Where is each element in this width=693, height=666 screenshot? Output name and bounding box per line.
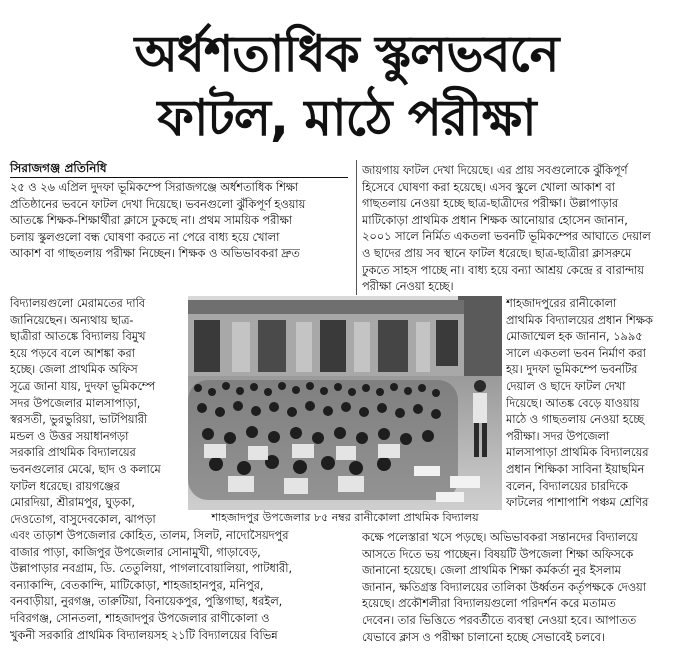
- text-line: সরকারি প্রাথমিক বিদ্যালয়ের: [10, 446, 136, 460]
- text-line: জায়গায় ফাটল দেখা দিয়েছে। এর প্রায় সবগুলোকে ঝুঁকিপূর্ণ: [362, 164, 628, 177]
- headline-line-2: ফাটল, মাঠে পরীক্ষা: [157, 89, 536, 147]
- text-line: গাছতলায় নেওয়া হচ্ছে ছাত্র-ছাত্রীদের পরীক্ষা। উল্লাপাড়ার: [362, 197, 619, 211]
- text-line: খুকনী সরকারি প্রাথমিক বিদ্যালয়সহ ২১টি বিদ্যালয়ের বিভিন্ন: [10, 628, 278, 642]
- text-line: বনবাড়ীয়া, নুরগঞ্জ, তারুটিয়া, বিনায়েকপুর, পুস্তিগাছা, ধরইল,: [10, 595, 283, 609]
- text-line: মাটিকোড়া প্রাথমিক প্রধান শিক্ষক আনোয়ার হোসেন জানান,: [362, 213, 628, 227]
- text-line: বাজার পাড়া, কাজিপুর উপজেলার সোনামুখী, গাড়াবেড়,: [10, 545, 261, 559]
- text-line: দেয়াল ও ছাদে ফাটল দেখা: [506, 379, 626, 393]
- body-text-left-narrow: [10, 296, 185, 528]
- text-line: স্বরসতী, ভুরভুরিয়া, ভাটপিয়ারী: [10, 413, 148, 427]
- byline-rule: [10, 177, 348, 178]
- byline: সিরাজগঞ্জ প্রতিনিধি: [10, 161, 107, 175]
- text-line: হয়ে পড়বে বলে আশঙ্কা করা: [10, 346, 135, 360]
- text-line: আতঙ্কে শিক্ষক-শিক্ষার্থীরা ক্লাসে ঢুকছে না। প্রথম সাময়িক পরীক্ষা: [10, 214, 293, 228]
- text-line: দবিরগঞ্জ, সোনতলা, শাহজাদপুর উপজেলার রাণীকোলা ও: [10, 611, 270, 625]
- text-line: পরীক্ষা নেওয়া হচ্ছে।: [362, 280, 454, 294]
- text-line: আসতে দিতে ভয় পাচ্ছেন। বিষয়টি উপজেলা শিক্ষা অফিসকে: [362, 547, 634, 561]
- text-line: মালসাপাড়া প্রাথমিক বিদ্যালয়ের: [506, 446, 649, 460]
- text-line: শাহজাদপুরের রানীকোলা: [506, 297, 617, 310]
- body-text-bottom-left: [10, 528, 353, 644]
- text-line: চলায় স্কুলগুলো বন্ধ ঘোষণা করতে না পেরে বাধ্য হয়ে খোলা: [10, 230, 280, 244]
- text-line: জানানো হয়েছে। জেলা প্রাথমিক শিক্ষা কর্মকর্তা নুর ইসলাম: [362, 564, 621, 578]
- body-text-top-right: [362, 163, 687, 296]
- text-line: এবং তাড়াশ উপজেলার কোহিত, তালম, সিলট, নাদোসৈয়দপুর: [10, 529, 289, 542]
- schoolyard-exam-photo: [188, 296, 502, 510]
- text-line: হয়। দুদফা ভূমিকম্পে ভবনটির: [506, 363, 638, 377]
- text-line: জানিয়েছেন। অন্যথায় ছাত্র-: [10, 313, 134, 327]
- text-line: ভবনগুলোর মেঝে, ছাদ ও কলামে: [10, 462, 161, 476]
- text-line: ও ছাদের প্রায় সব স্থানে ফাটল ধরেছে। ছাত্র-ছাত্রীরা ক্লাসরুমে: [362, 246, 632, 260]
- news-photo: [188, 296, 502, 510]
- text-line: যেভাবে ক্লাস ও পরীক্ষা চালানো হচ্ছে সেভাবেই চলবে।: [362, 630, 605, 644]
- text-line: মোজাম্মেল হক জানান, ১৯৯৫: [506, 330, 643, 344]
- text-line: দেওতোগ, বাসুদেবকোল, ঝাপড়া: [10, 512, 156, 526]
- text-line: মাঠে ও গাছতলায় নেওয়া হচ্ছে: [506, 413, 644, 427]
- text-line: ঢুকতে সাহস পাচ্ছে না। বাধ্য হয়ে বন্যা আশ্রয় কেন্দ্রে র বারান্দায়: [362, 263, 644, 277]
- text-line: কক্ষে পলেস্তারা খসে পড়ছে। অভিভাবকরা সন্তানদের বিদ্যালয়ে: [362, 531, 638, 544]
- text-line: বন্যাকান্দি, বেতকান্দি, মাটিকোড়া, শাহজাহানপুর, মনিপুর,: [10, 578, 264, 592]
- text-line: প্রধান শিক্ষিকা সাবিনা ইয়াছমিন: [506, 462, 645, 476]
- text-line: ২৫ ও ২৬ এপ্রিল দুদফা ভূমিকম্পে সিরাজগঞ্জে অর্ধশতাধিক শিক্ষা: [10, 181, 299, 194]
- text-line: উল্লাপাড়ার নবগ্রাম, ডি. তেতুলিয়া, পাগলাবোয়ালিয়া, পাটধারী,: [10, 562, 293, 576]
- column-divider: [356, 160, 357, 295]
- headline-line-1: অর্ধশতাধিক স্কুলভবনে: [134, 25, 559, 83]
- text-line: সূত্রে জানা যায়, দুদফা ভূমিকম্পে: [10, 379, 155, 393]
- text-line: জানান, ক্ষতিগ্রস্ত বিদ্যালয়ের তালিকা উর্ধ্বতন কর্তৃপক্ষকে দেওয়া: [362, 580, 646, 594]
- text-line: দিয়েছে। আতঙ্ক বেড়ে যাওয়ায়: [506, 396, 640, 410]
- text-line: পরীক্ষা। সদর উপজেলা: [506, 429, 610, 443]
- text-line: ফাটলের পাশাপাশি পঞ্চম শ্রেণির: [506, 496, 649, 510]
- text-line: ছাত্রীরা আতঙ্কে বিদ্যালয় বিমুখ: [10, 330, 146, 344]
- text-line: প্রাথমিক বিদ্যালয়ের প্রধান শিক্ষক: [506, 313, 653, 327]
- text-line: মন্ডল ও উত্তর সয়াধানগড়া: [10, 429, 129, 443]
- body-text-bottom-right: [362, 530, 687, 646]
- text-line: হচ্ছে। জেলা প্রাথমিক অফিস: [10, 363, 138, 377]
- text-line: সালে একতলা ভবন নির্মাণ করা: [506, 346, 646, 360]
- text-line: বলেন, বিদ্যালয়ের চারদিকে: [506, 479, 628, 493]
- text-line: ২০০১ সালে নির্মিত একতলা ভবনটি ভূমিকম্পের আঘাতে দেয়াল: [362, 230, 651, 244]
- text-line: মোরদিয়া, শ্রীরামপুর, ঘুড়কা,: [10, 496, 136, 510]
- photo-caption: শাহজাদপুর উপজেলার ৮৫ নম্বর রানীকোলা প্রাথমিক বিদ্যালয়: [211, 511, 479, 524]
- text-line: ফাটল ধরেছে। রায়গঞ্জের: [10, 479, 120, 493]
- text-line: দেবেন। তার ভিত্তিতে পরবর্তীতে ব্যবস্থা নেওয়া হবে। আপাতত: [362, 613, 637, 627]
- body-text-top-left: [10, 180, 353, 263]
- text-line: আকাশ বা গাছতলায় পরীক্ষা নিচ্ছেন। শিক্ষক ও অভিভাবকরা দ্রুত: [10, 247, 300, 261]
- text-line: বিদ্যালয়গুলো মেরামতের দাবি: [10, 297, 146, 310]
- body-text-right-narrow: [506, 296, 687, 512]
- text-line: প্রতিষ্ঠানের ভবনে ফাটল দেখা দিয়েছে। ভবনগুলো ঝুঁকিপূর্ণ হওয়ায়: [10, 197, 306, 211]
- text-line: হয়েছে। প্রকৌশলীরা বিদ্যালয়গুলো পরিদর্শন করে মতামত: [362, 597, 616, 611]
- text-line: হিসেবে ঘোষণা করা হয়েছে। এসব স্কুলে খোলা আকাশ বা: [362, 180, 615, 194]
- text-line: সদর উপজেলার মালসাপাড়া,: [10, 396, 141, 410]
